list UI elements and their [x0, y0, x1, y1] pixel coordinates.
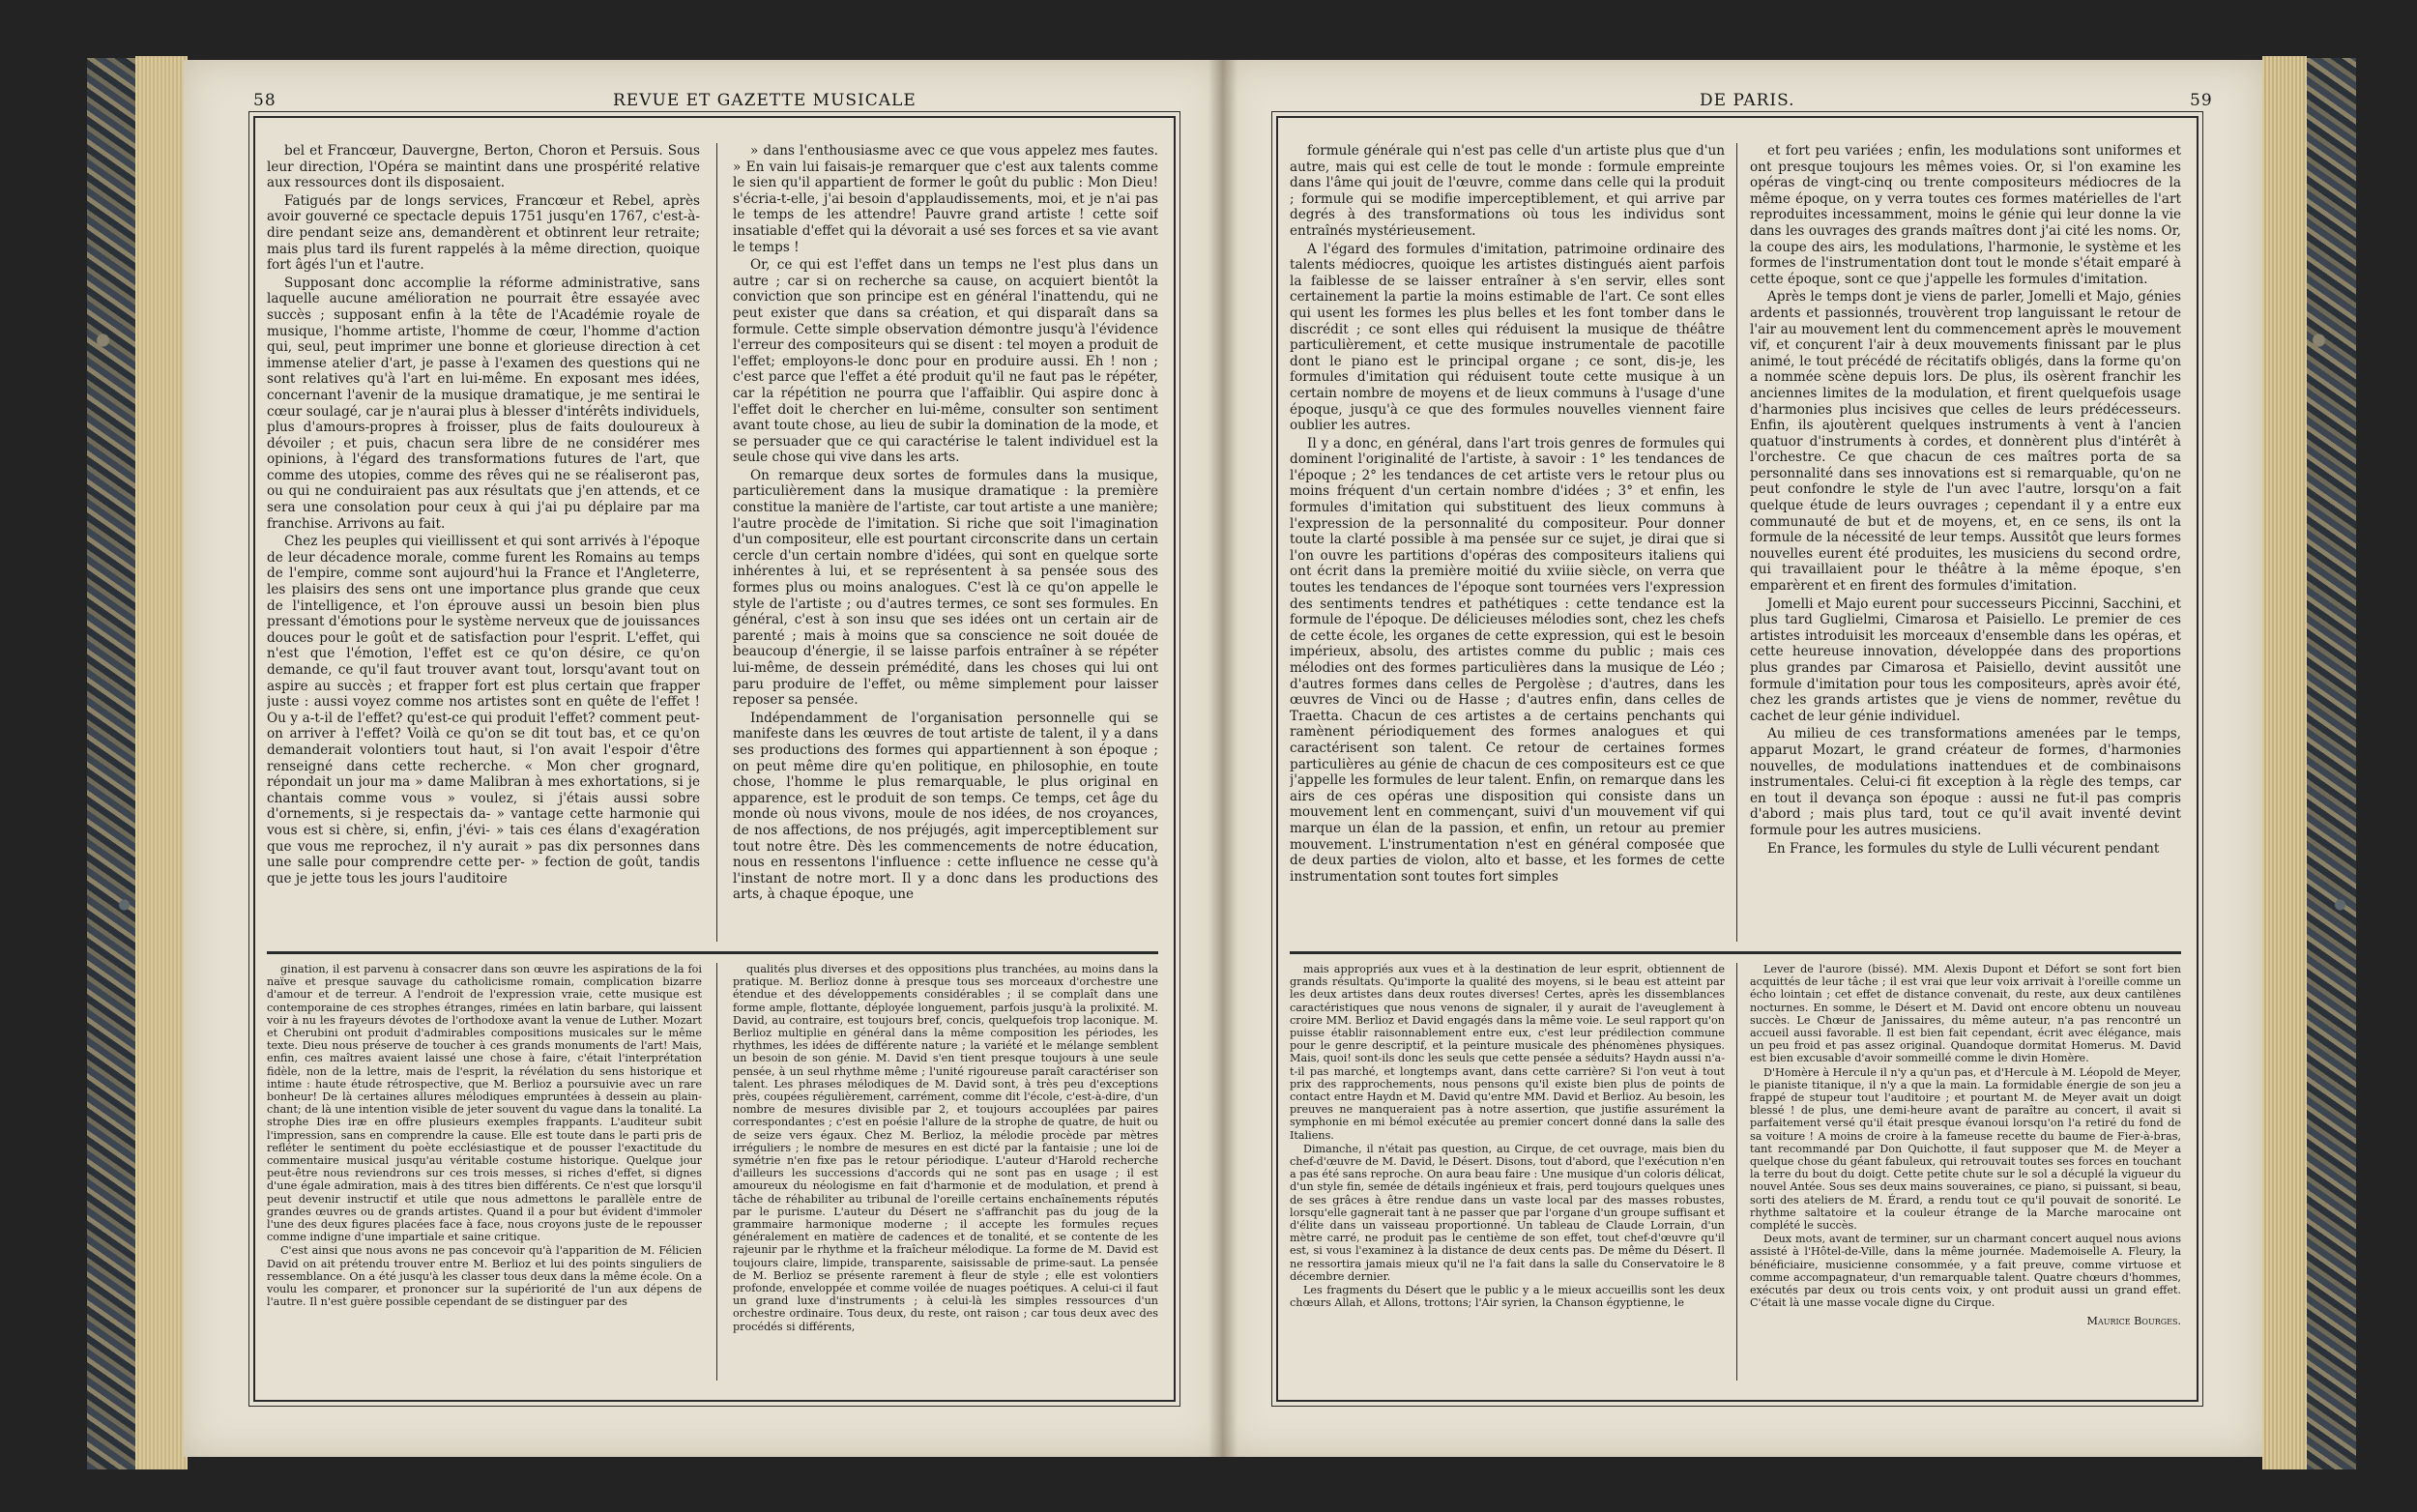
running-head-left: REVUE ET GAZETTE MUSICALE	[613, 91, 917, 110]
paragraph: Or, ce qui est l'effet dans un temps ne l'est plus dans un autre ; car si on recherche sa cause, on acquiert bientôt la conviction que son principe est en général l'inattendu, qui ne peut exister que dans sa création, et qui disparaît dans sa formule. Cette simple observation démontre jusqu'à l'évidence l'erreur des compositeurs qui se disent : tel moyen a produit de l'effet; employons-le donc pour en produire aussi. Eh ! non ; c'est parce que l'effet a été produit qu'il ne faut pas le répéter, car la répétition ne pourra que l'affaiblir. Qui aspire donc à l'effet doit le chercher en lui-même, consulter son sentiment avant toute chose, au lieu de subir la domination de la mode, et se persuader que ce qui caractérise le talent individuel est la seule chose qui vive dans les arts.	[733, 257, 1158, 466]
paragraph: formule générale qui n'est pas celle d'un artiste plus que d'un autre, mais qui est celle de tout le monde : formule empreinte dans l'âme qui jouit de l'œuvre, comme dans celle qui la produit ; formule qui se modifie imperceptiblement, et qui arrive par degrés à des transformations où tous les individus sont entraînés mystérieusement.	[1290, 143, 1725, 239]
feuilleton-rule-left	[267, 951, 1158, 954]
paragraph: qualités plus diverses et des oppositions plus tranchées, au moins dans la pratique. M. Berlioz donne à presque tous ses morceaux d'orchestre une étendue et des développements considérables ; il se complaît dans une forme ample, flottante, déployée longuement, parfois jusqu'à la prolixité. M. David, au contraire, est toujours bref, concis, quelquefois trop laconique. M. Berlioz multiplie en général dans la même composition les périodes, les rhythmes, les idées de différente nature ; la variété et le mélange semblent un besoin de son génie. M. David s'en tient presque toujours à une seule pensée, à un seul rhythme même ; l'unité rigoureuse paraît caractériser son talent. Les phrases mélodiques de M. David sont, à très peu d'exceptions près, coupées régulièrement, carrément, comme dit l'école, c'est-à-dire, d'un nombre de mesures divisible par 2, et toujours accouplées par paires correspondantes ; c'est en poésie l'allure de la strophe de quatre, de huit ou de seize vers égaux. Chez M. Berlioz, la mélodie procède par mètres irréguliers ; le nombre de mesures en est dicté par la fantaisie ; une loi de symétrie n'en fixe pas le retour périodique. L'auteur d'Harold recherche d'ailleurs les successions d'accords qui ne sont pas en usage ; il est amoureux du néologisme en fait d'harmonie et de modulation, et prend à tâche de réhabiliter au tribunal de l'oreille certains enchaînements réputés par le purisme. L'auteur du Désert ne s'affranchit pas du joug de la grammaire harmonique moderne ; il accepte les formules reçues généralement en matière de cadences et de tonalité, et se contente de les rajeunir par le rhythme et la fraîcheur mélodique. La forme de M. David est toujours claire, limpide, transparente, saisissable de prime-saut. La pensée de M. Berlioz se présente rarement à fleur de style ; elle est volontiers profonde, enveloppée et comme voilée de nuages poétiques. A celui-ci il faut un grand luxe d'instruments ; à celui-là les simples ressources d'un orchestre ordinaire. Tous deux, du reste, ont raison ; car tous deux avec des procédés si différents,	[733, 963, 1158, 1333]
left-column-1	[267, 143, 700, 942]
feuilleton-divider-left	[716, 963, 717, 1381]
paragraph: Il y a donc, en général, dans l'art trois genres de formules qui dominent l'originalité de l'artiste, à savoir : 1° les tendances de l'époque ; 2° les tendances de cet artiste vers le retour plus ou moins fréquent d'un certain nombre d'idées ; 3° et enfin, les formules d'imitation qui substituent des lieux communs à l'expression de la personnalité du compositeur. Pour donner toute la clarté possible à ma pensée sur ce sujet, je dirai que si l'on ouvre les partitions d'opéras des compositeurs italiens qui ont écrit dans la première moitié du xviiie siècle, on verra que toutes les tendances de l'époque sont tournées vers l'expression des sentiments tendres et pathétiques : cette tendance est la formule de l'époque. De délicieuses mélodies sont, chez les chefs de cette école, les organes de cette expression, qui est le besoin impérieux, absolu, des artistes comme du public ; mais ces mélodies ont des formes particulières dans la musique de Léo ; d'autres formes dans celles de Pergolèse ; d'autres, dans les œuvres de Vinci ou de Hasse ; d'autres enfin, dans celles de Traetta. Chacun de ces artistes a de certains penchants qui ramènent périodiquement des formes analogues et qui caractérisent son talent. Ce retour de certaines formes particulières au génie de chacun de ces compositeurs est ce que j'appelle les formules de leur talent. Enfin, on remarque dans les airs de ces opéras une disposition qui consiste dans un mouvement lent en commençant, suivi d'un mouvement vif qui marque un élan de la passion, et enfin, un retour au premier mouvement. L'instrumentation n'est en général composée que de deux parties de violon, alto et basse, et les formes de cette instrumentation sont toutes fort simples	[1290, 435, 1725, 885]
feuilleton-rule-right	[1290, 951, 2181, 954]
right-column-2	[1750, 143, 2181, 942]
paragraph: et fort peu variées ; enfin, les modulations sont uniformes et ont presque toujours les mêmes voies. Or, si l'on examine les opéras de vingt-cinq ou trente compositeurs médiocres de la même époque, on y verra toutes ces formes matérielles de l'art reproduites incessamment, moins le génie qui leur donne la vie dans les ouvrages des grands maîtres dont j'ai cité les noms. Or, la coupe des airs, les modulations, l'harmonie, le système et les formes de l'instrumentation dont tout le monde s'était emparé à cette époque, sont ce que j'appelle les formules d'imitation.	[1750, 143, 2181, 287]
left-feuilleton-2	[733, 963, 1158, 1381]
paragraph: C'est ainsi que nous avons ne pas concevoir qu'à l'apparition de M. Félicien David on ait prétendu trouver entre M. Berlioz et lui des points singuliers de ressemblance. On a été jusqu'à les classer tous deux dans la même école. On a voulu les comparer, et prononcer sur la supériorité de l'un aux dépens de l'autre. Il n'est guère possible cependant de se distinguer par des	[267, 1244, 702, 1309]
page-block-right	[2262, 56, 2307, 1469]
paragraph: bel et Francœur, Dauvergne, Berton, Choron et Persuis. Sous leur direction, l'Opéra se maintint dans une prospérité relative aux ressources dont ils disposaient.	[267, 143, 700, 191]
feuilleton-divider-right	[1736, 963, 1737, 1381]
paragraph: Jomelli et Majo eurent pour successeurs Piccinni, Sacchini, et plus tard Guglielmi, Cimarosa et Paisiello. Le premier de ces artistes introduisit les morceaux d'ensemble dans les opéras, et cette heureuse innovation, développée dans des proportions plus grandes par Cimarosa et Paisiello, devint aussitôt une formule d'imitation pour tous les compositeurs, après avoir été, chez les grands artistes que je viens de nommer, revêtue du cachet de leur génie individuel.	[1750, 596, 2181, 724]
page-number-left: 58	[253, 91, 277, 110]
paragraph: » dans l'enthousiasme avec ce que vous appelez mes fautes. » En vain lui faisais-je remarquer que c'est aux talents comme le sien qu'il appartient de former le goût du public : Mon Dieu! s'écria-t-elle, j'ai besoin d'applaudissements, moi, et je n'ai pas le temps de les attendre! Pauvre grand artiste ! cette soif insatiable d'effet qui la dévorait a usé ses forces et sa vie avant le temps !	[733, 143, 1158, 255]
right-feuilleton-1	[1290, 963, 1725, 1381]
marbled-edge-right	[2303, 58, 2356, 1469]
paragraph: mais appropriés aux vues et à la destination de leur esprit, obtiennent de grands résultats. Qu'importe la qualité des moyens, si le beau est atteint par les deux artistes dans deux routes diverses! Certes, après les dissemblances caractéristiques que nous venons de signaler, il y aurait de l'aveuglement à croire MM. Berlioz et David engagés dans la même voie. Le seul rapport qu'on puisse établir raisonnablement entre eux, c'est leur prédilection commune pour le genre descriptif, et la peinture musicale des phénomènes physiques. Mais, quoi! sont-ils donc les seuls que cette pensée a séduits? Haydn aussi n'a-t-il pas marché, et longtemps avant, dans cette carrière? Si l'on veut à tout prix des rapprochements, nous pensons qu'il existe bien plus de points de contact entre Haydn et M. David qu'entre MM. David et Berlioz. Au besoin, les preuves ne manqueraient pas à notre assertion, que justifie assurément la symphonie en mi bémol exécutée au premier concert donné dans la salle des Italiens.	[1290, 963, 1725, 1142]
page-number-right: 59	[2190, 91, 2213, 110]
paragraph: Indépendamment de l'organisation personnelle qui se manifeste dans les œuvres de tout artiste de talent, il y a dans ses productions des formes qui appartiennent à son époque ; on peut même dire qu'en politique, en philosophie, en toute chose, l'homme le plus remarquable, le plus original en apparence, est le produit de son temps. Ce temps, cet âge du monde où nous vivons, moule de nos idées, de nos croyances, de nos affections, de nos préjugés, agit imperceptiblement sur tout notre être. Dès les commencements de notre éducation, nous en ressentons l'influence : cette influence ne cesse qu'à l'instant de notre mort. Il y a donc dans les productions des arts, à chaque époque, une	[733, 710, 1158, 903]
author-signature: Maurice Bourges.	[2086, 1315, 2181, 1328]
paragraph: On remarque deux sortes de formules dans la musique, particulièrement dans la musique dramatique : la première constitue la manière de l'artiste, car tout artiste a une manière; l'autre procède de l'imitation. Si riche que soit l'imagination d'un compositeur, elle est pourtant circonscrite dans un certain cercle d'un certain nombre d'idées, qui sont en quelque sorte inhérentes à lui, et se représentent à sa pensée sous des formes plus ou moins analogues. C'est là ce qu'on appelle le style de l'artiste ; ou d'autres termes, ce sont ses formules. En général, c'est à son insu que ses idées ont un certain air de parenté ; mais à moins que sa conscience ne soit douée de beaucoup d'énergie, il se laisse parfois entraîner à se répéter lui-même, de dessein prémédité, dans les choses qui lui ont paru produire de l'effet, ou même simplement pour laisser reposer sa pensée.	[733, 467, 1158, 709]
paragraph: Fatigués par de longs services, Francœur et Rebel, après avoir gouverné ce spectacle depuis 1751 jusqu'en 1767, c'est-à-dire pendant seize ans, demandèrent et obtinrent leur retraite; mais plus tard ils furent rappelés à la même direction, quoique fort âgés l'un et l'autre.	[267, 192, 700, 274]
paragraph: Chez les peuples qui vieillissent et qui sont arrivés à l'époque de leur décadence morale, comme furent les Romains au temps de l'empire, comme sont aujourd'hui la France et l'Angleterre, les plaisirs des sens ont une importance plus grande que ceux de l'intelligence, et l'on éprouve aussi un besoin bien plus pressant d'émotions pour le système nerveux que de jouissances douces pour le goût et de satisfaction pour l'esprit. L'effet, qui n'est que l'émotion, l'effet est ce qu'on désire, ce qu'on demande, ce qu'il faut trouver avant tout, lorsqu'avant tout on aspire au succès ; et frapper fort est plus certain que frapper juste : aussi voyez comme nos artistes sont en quête de l'effet ! Ou y a-t-il de l'effet? qu'est-ce qui produit l'effet? comment peut-on arriver à l'effet? Voilà ce qu'on se dit tout bas, et ce qu'on demanderait volontiers tout haut, si l'on avait l'espoir d'être renseigné dans cette recherche. « Mon cher grognard, répondait un jour ma » dame Malibran à mes exhortations, si je chantais comme vous » voulez, si j'étais aussi sobre d'ornements, si je respectais da- » vantage cette harmonie qui vous est si chère, si, enfin, j'évi- » tais ces élans d'exagération que vous me reprochez, il n'y aurait » pas dix personnes dans une salle pour comprendre cette per- » fection de goût, tandis que je jette tous les jours l'auditoire	[267, 534, 700, 887]
running-head-right: DE PARIS.	[1700, 91, 1795, 110]
paragraph: Supposant donc accomplie la réforme administrative, sans laquelle aucune amélioration ne pourrait être essayée avec succès ; supposant enfin à la tête de l'Académie royale de musique, l'homme artiste, l'homme de cœur, l'homme d'action qui, seul, peut imprimer une bonne et glorieuse direction à cet immense atelier d'art, je passe à l'examen des questions qui ne sont relatives qu'à l'art en lui-même. En exposant mes idées, concernant l'avenir de la musique dramatique, je me sentirai le cœur soulagé, car je n'aurai plus à blesser d'intérêts individuels, plus d'amours-propres à froisser, plus de faits douloureux à dévoiler ; et puis, chacun sera libre de ne considérer mes opinions, à l'égard des transformations futures de l'art, que comme des utopies, comme des rêves qui ne se réaliseront pas, ou qui ne conduiraient pas aux résultats que j'en attends, et ce sera une consolation pour ceux à qui j'ai pu déplaire par ma franchise. Arrivons au fait.	[267, 275, 700, 532]
paragraph: Après le temps dont je viens de parler, Jomelli et Majo, génies ardents et passionnés, trouvèrent trop languissant le retour de l'air au mouvement lent du commencement après le mouvement vif, et conçurent l'air à deux mouvements finissant par le plus animé, le tout précédé de récitatifs obligés, dans la forme qu'on a nommée scène depuis lors. De plus, ils osèrent franchir les anciennes limites de la modulation, et firent quelquefois usage d'harmonies plus incisives que celles de leurs prédécesseurs. Enfin, ils ajoutèrent quelques instruments à vent à l'ancien quatuor d'instruments à cordes, et donnèrent plus d'intérêt à l'orchestre. Ce que chacun de ces maîtres porta de sa personnalité dans ses innovations est si remarquable, qu'on ne peut confondre le style de l'un avec l'autre, lorsqu'on a fait quelque étude de leurs ouvrages ; cependant il y a entre eux communauté de but et de moyens, et, en ce sens, ils ont la formule de la nécessité de leur temps. Aussitôt que leurs formes nouvelles eurent été produites, les musiciens du second ordre, qui travaillaient pour le théâtre à la même époque, s'en emparèrent et en firent des formules d'imitation.	[1750, 289, 2181, 595]
paragraph: gination, il est parvenu à consacrer dans son œuvre les aspirations de la foi naïve et presque sauvage du catholicisme romain, complication bizarre d'amour et de terreur. A l'endroit de l'expression vraie, cette musique est contemporaine de ces strophes étranges, rimées en latin barbare, qui laissent voir à nu les frayeurs dévotes de l'orthodoxe avant la venue de Luther. Mozart et Cherubini ont produit d'admirables compositions musicales sur le même texte. Dieu nous préserve de toucher à ces grands monuments de l'art! Mais, enfin, ces maîtres avaient laissé une chose à faire, c'était l'interprétation fidèle, non de la lettre, mais de l'esprit, la révélation du sens historique et intime : haute étude rétrospective, que M. Berlioz a poursuivie avec un rare bonheur! De là certaines allures mélodiques empruntées à dessein au plain-chant; de là une intention visible de jeter souvent du vague dans la tonalité. La strophe Dies iræ en offre plusieurs exemples frappants. L'auditeur subit l'impression, sans en comprendre la cause. Elle est toute dans le parti pris de refléter le sentiment du poète ecclésiastique et de pousser l'exactitude du commentaire musical jusqu'au véritable costume historique. Quelque jour peut-être nous reviendrons sur ces trois messes, si riches d'effet, si dignes d'une égale admiration, mais à des titres bien différents. Ce n'est que lorsqu'il peut devenir instructif et utile que nous admettons le parallèle entre de grandes œuvres ou de grands artistes. Quand il a pour but évident d'immoler l'une des deux figures placées face à face, nous croyons juste de le repousser comme indigne d'une impartiale et saine critique.	[267, 963, 702, 1244]
left-feuilleton-1	[267, 963, 702, 1381]
column-divider-right	[1736, 143, 1737, 942]
paragraph: A l'égard des formules d'imitation, patrimoine ordinaire des talents médiocres, quoique les artistes distingués aient parfois la faiblesse de se laisser entraîner à s'en servir, elles sont certainement la partie la moins estimable de l'art. Ce sont elles qui usent les formes les plus belles et les font tomber dans le discrédit ; ce sont elles qui réduisent la musique de théâtre particulièrement, et cette musique instrumentale de pacotille dont le piano est le principal organe ; ce sont, dis-je, les formules d'imitation qui réduisent toute cette musique à un certain nombre de moyens et de lieux communs à l'usage d'une époque, jusqu'à ce que des formules nouvelles viennent faire oublier les autres.	[1290, 241, 1725, 434]
paragraph: Lever de l'aurore (bissé). MM. Alexis Dupont et Défort se sont fort bien acquittés de leur tâche ; il est vrai que leur voix arrivait à l'oreille comme un écho lointain ; cet effet de distance convenait, du reste, aux deux cantilènes nocturnes. En somme, le Désert et M. David ont encore obtenu un nouveau succès. Le Chœur de Janissaires, du même auteur, n'a pas rencontré un accueil aussi favorable. Il est bien fait cependant, écrit avec élégance, mais un peu froid et pas assez original. Quandoque dormitat Homerus. M. David est bien excusable d'avoir sommeillé comme le divin Homère.	[1750, 963, 2181, 1065]
right-feuilleton-2	[1750, 963, 2181, 1381]
paragraph: Deux mots, avant de terminer, sur un charmant concert auquel nous avions assisté à l'Hôtel-de-Ville, dans la même journée. Mademoiselle A. Fleury, la bénéficiaire, musicienne consommée, y a fait preuve, comme virtuose et comme accompagnateur, d'un remarquable talent. Quatre chœurs d'hommes, exécutés par deux ou trois cents voix, y ont produit aussi un grand effet. C'était là une masse vocale digne du Cirque.	[1750, 1233, 2181, 1310]
paragraph: Les fragments du Désert que le public y a le mieux accueillis sont les deux chœurs Allah, et Allons, trottons; l'Air syrien, la Chanson égyptienne, le	[1290, 1284, 1725, 1310]
paragraph: En France, les formules du style de Lulli vécurent pendant	[1767, 840, 2160, 857]
marbled-edge-left	[87, 58, 140, 1469]
page-block-left	[135, 56, 188, 1469]
left-column-2	[733, 143, 1158, 942]
book-gutter	[1208, 60, 1238, 1457]
column-divider-left	[716, 143, 717, 942]
paragraph: D'Homère à Hercule il n'y a qu'un pas, et d'Hercule à M. Léopold de Meyer, le pianiste titanique, il n'y a que la main. La formidable énergie de son jeu a frappé de stupeur tout l'auditoire ; et pourtant M. de Meyer avait un doigt blessé ! de plus, une demi-heure avant de paraître au concert, il avait si parfaitement versé qu'il était presque évanoui lorsqu'on l'a retiré du fond de sa voiture ! A moins de croire à la fameuse recette du baume de Fier-à-bras, tant recommandé par Don Quichotte, il faut supposer que M. de Meyer a quelque chose du géant fabuleux, qui retrouvait toutes ses forces en touchant la terre du bout du doigt. Cette petite chute sur le sol a décuplé la vigueur du nouvel Antée. Sous ses deux mains souveraines, ce piano, si puissant, si beau, sorti des ateliers de M. Érard, a rendu tout ce qu'il pouvait de sonorité. Le rhythme saltatoire et la couleur étrange de la Marche marocaine ont complété le succès.	[1750, 1065, 2181, 1233]
paragraph: Dimanche, il n'était pas question, au Cirque, de cet ouvrage, mais bien du chef-d'œuvre de M. David, le Désert. Disons, tout d'abord, que l'exécution n'en a pas été sans reproche. On aura beau faire : Une musique d'un coloris délicat, d'un style fin, semée de détails ingénieux et frais, perd toujours quelques unes de ses grâces à être rendue dans un vaste local par des masses robustes, lorsqu'elle gagnerait tant à ne passer que par l'organe d'un groupe suffisant et d'élite dans un vaisseau proportionné. Un tableau de Claude Lorrain, d'un mètre carré, ne produit pas le centième de son effet, tout chef-d'œuvre qu'il est, si vous l'examinez à la distance de deux cents pas. De même du Désert. Il ne ressortira jamais mieux qu'il ne l'a fait dans la salle du Conservatoire le 8 décembre dernier.	[1290, 1142, 1725, 1283]
right-column-1	[1290, 143, 1725, 942]
paragraph: Au milieu de ces transformations amenées par le temps, apparut Mozart, le grand créateur de formes, d'harmonies nouvelles, de modulations inattendues et de combinaisons instrumentales. Celui-ci fit exception à la règle des temps, car en tout il devança son époque : aussi ne fut-il pas compris d'abord ; mais plus tard, tout ce qu'il avait inventé devint formule pour les autres musiciens.	[1750, 726, 2181, 838]
